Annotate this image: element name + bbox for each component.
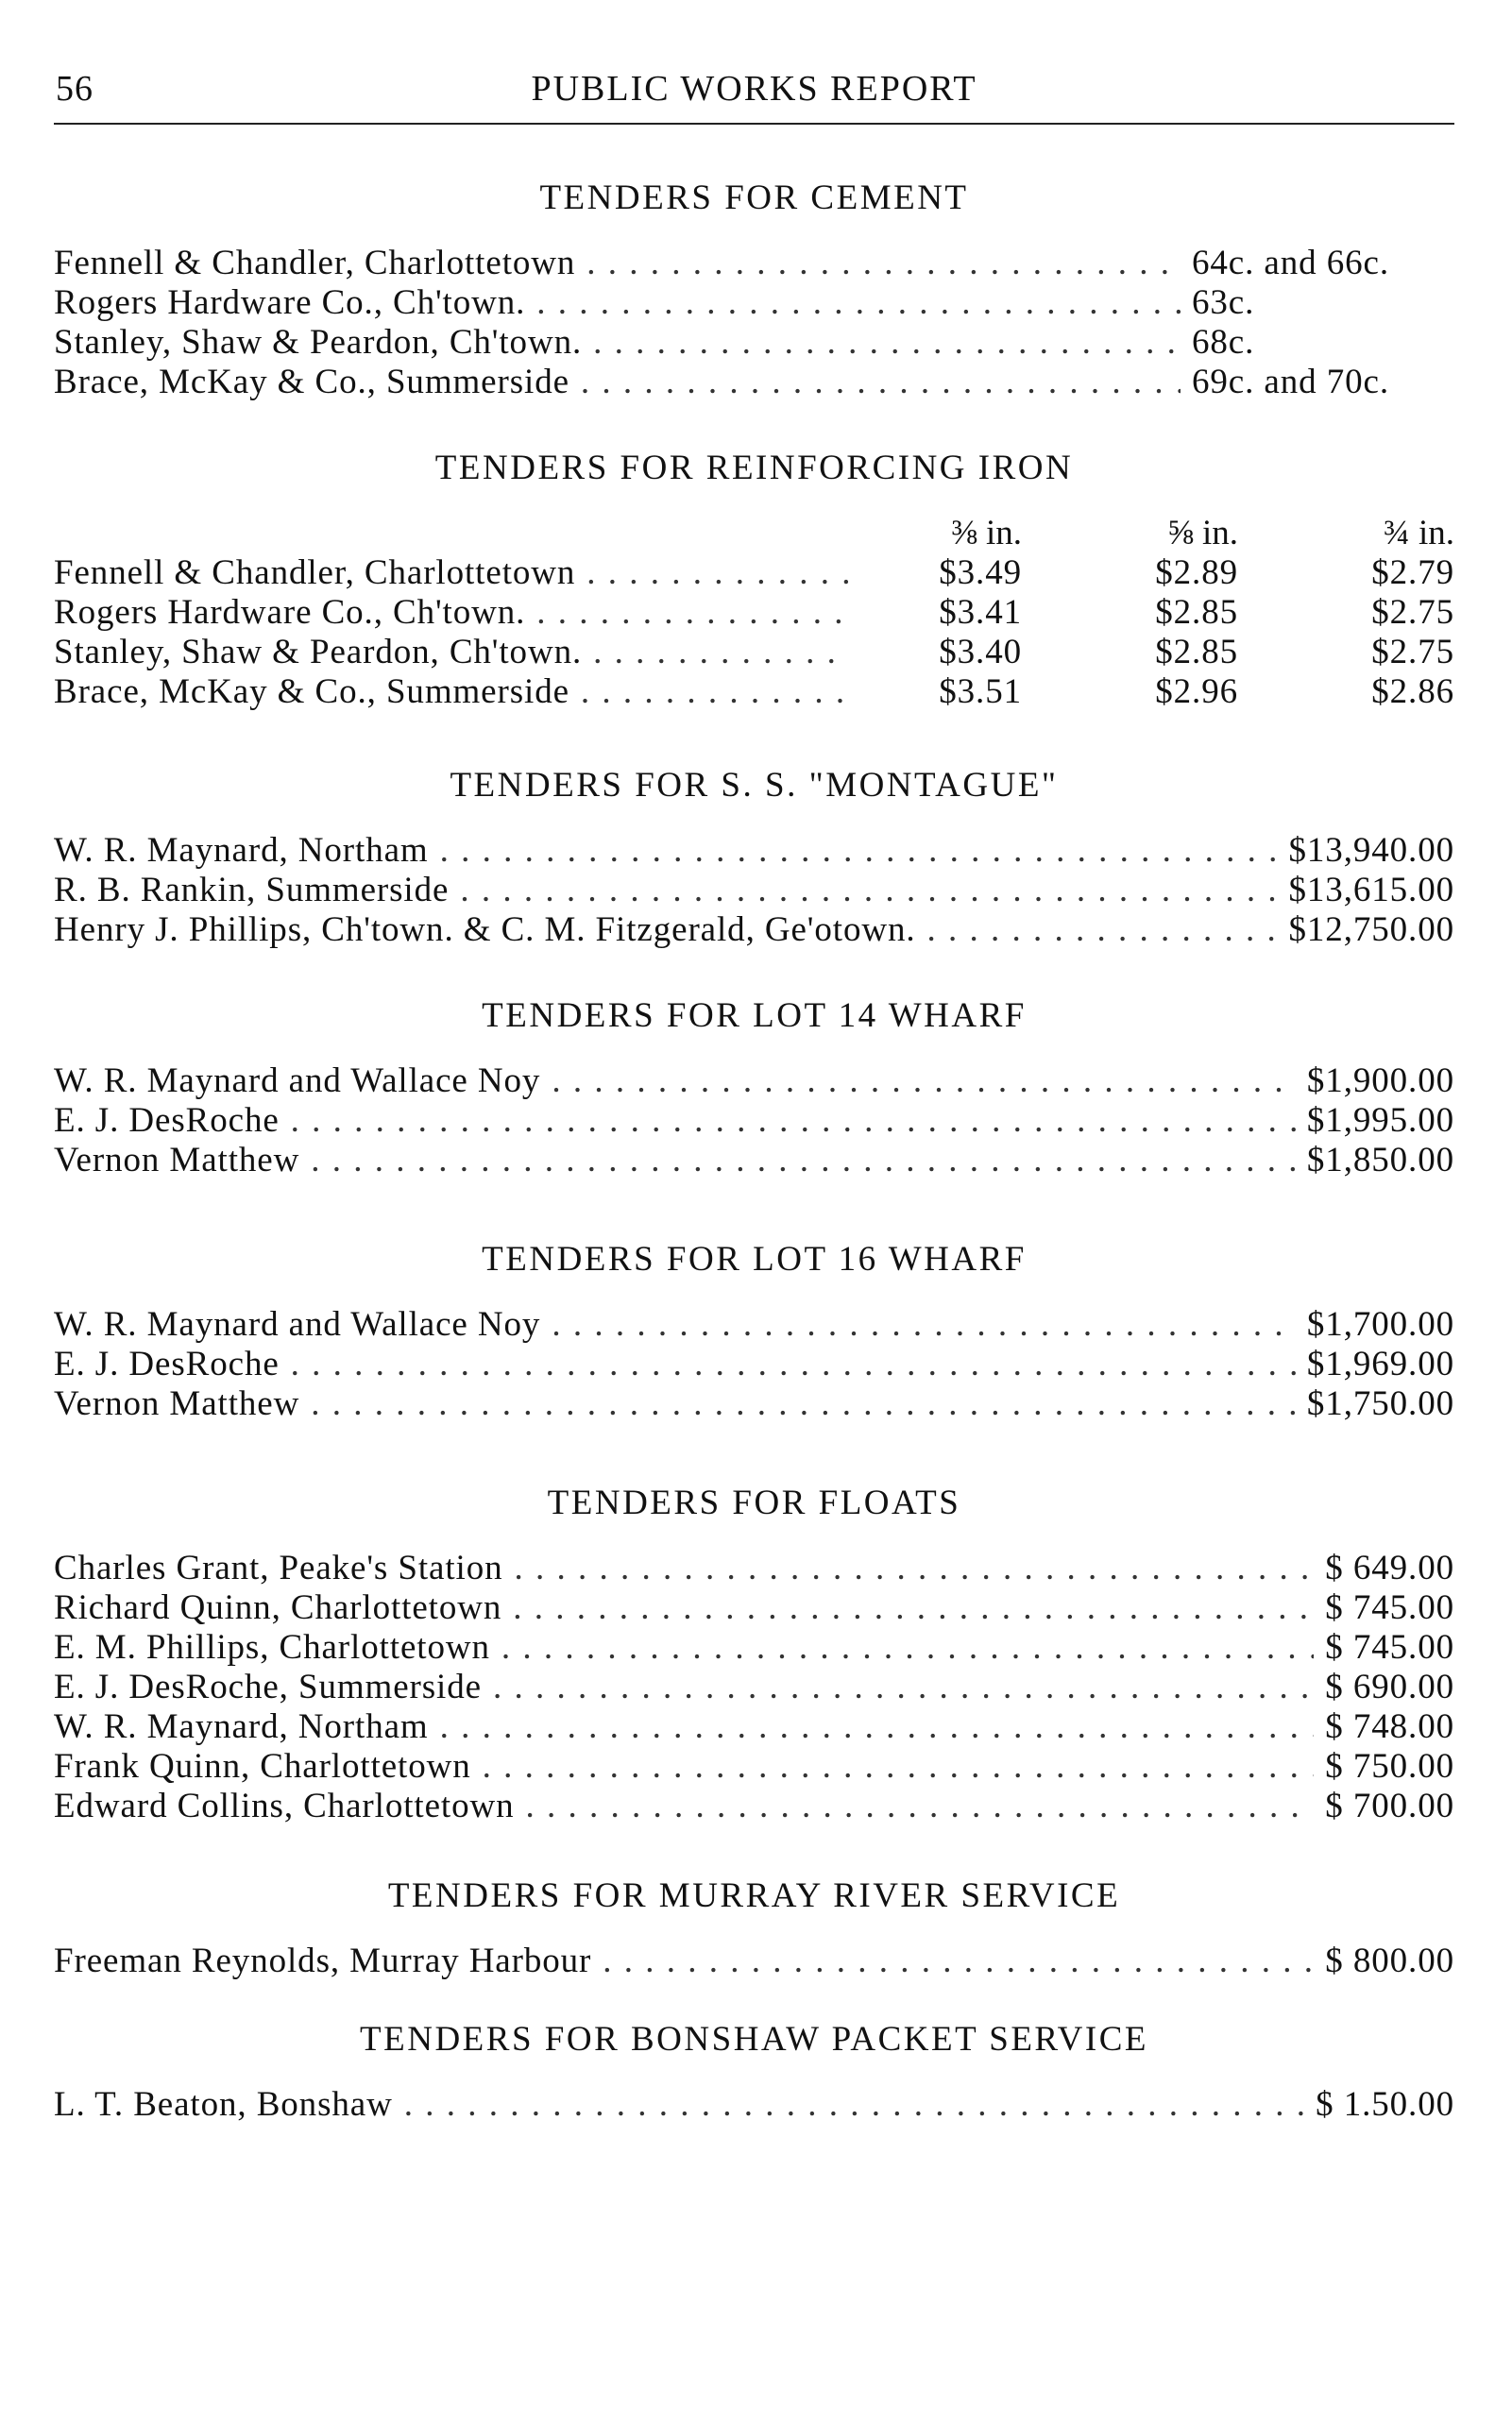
tender-row [54,1628,1454,1668]
bid-price: $2.75 [1371,593,1454,632]
dot-leader [501,1628,1314,1668]
section-reinforcing-iron [54,448,1454,712]
tender-row [54,363,1454,402]
bidder-name: Charles Grant, Peake's Station [54,1549,503,1587]
bid-price: $1,700.00 [1306,1305,1454,1344]
tender-row [54,1747,1454,1787]
tender-row [54,633,1454,672]
bid-price: $3.51 [939,672,1022,711]
tender-row [54,1549,1454,1588]
bid-price: $2.86 [1371,672,1454,711]
bid-price: $ 800.00 [1325,1942,1454,1980]
bid-price: $2.85 [1155,633,1238,671]
bid-price: $1,850.00 [1306,1141,1454,1179]
bid-price: $3.49 [939,553,1022,592]
tender-row [54,1668,1454,1707]
bid-price: $2.85 [1155,593,1238,632]
header-rule [54,123,1454,125]
section-montague [54,765,1454,950]
dot-leader [513,1588,1314,1628]
bid-price: $ 745.00 [1325,1628,1454,1667]
bid-price: $2.96 [1155,672,1238,711]
section-lot-16-wharf [54,1239,1454,1424]
bidder-name: E. M. Phillips, Charlottetown [54,1628,490,1667]
tender-row [54,2085,1454,2125]
tender-row [54,593,1454,633]
page-number: 56 [56,69,93,109]
section-title: TENDERS FOR FLOATS [547,1484,961,1522]
bidder-name: E. J. DesRoche, Summerside [54,1668,482,1706]
bid-price: $1,995.00 [1306,1101,1454,1140]
column-header-size: ¾ in. [1383,514,1454,552]
bidder-name: W. R. Maynard and Wallace Noy [54,1305,541,1344]
bidder-name: Henry J. Phillips, Ch'town. & C. M. Fitzgerald, Ge'otown. [54,910,916,949]
dot-leader [581,363,1181,402]
bid-price: 63c. [1192,283,1255,322]
bidder-name: Stanley, Shaw & Peardon, Ch'town. [54,323,583,362]
dot-leader [493,1668,1314,1707]
tender-row [54,1345,1454,1384]
bid-price: $ 745.00 [1325,1588,1454,1627]
dot-leader [593,323,1181,363]
bid-price: $12,750.00 [1288,910,1454,949]
tender-row [54,871,1454,910]
bid-price: $ 748.00 [1325,1707,1454,1746]
bidder-name: Brace, McKay & Co., Summerside [54,672,569,711]
bid-price: $ 750.00 [1325,1747,1454,1786]
bid-price: $3.40 [939,633,1022,671]
bid-price: $13,615.00 [1288,871,1454,909]
bid-price: $ 700.00 [1325,1787,1454,1825]
bid-price: $1,969.00 [1306,1345,1454,1383]
bid-price: $ 649.00 [1325,1549,1454,1587]
dot-leader [311,1141,1296,1180]
bid-price: $ 1.50.00 [1316,2085,1454,2124]
section-title: TENDERS FOR LOT 14 WHARF [482,996,1027,1035]
bid-price: 69c. and 70c. [1192,363,1389,401]
dot-leader [581,672,850,712]
bid-price: $1,900.00 [1306,1061,1454,1100]
bid-price: 68c. [1192,323,1255,362]
bidder-name: Brace, McKay & Co., Summerside [54,363,569,401]
bid-price: $2.79 [1371,553,1454,592]
tender-row [54,1707,1454,1747]
bid-price: $2.75 [1371,633,1454,671]
section-bonshaw-packet-service [54,2019,1454,2125]
tender-row [54,672,1454,712]
bidder-name: Edward Collins, Charlottetown [54,1787,515,1825]
bid-price: $13,940.00 [1288,831,1454,870]
section-lot-14-wharf [54,995,1454,1180]
document-page [54,0,1454,2125]
dot-leader [311,1384,1296,1424]
column-header-size: ⅝ in. [1166,514,1238,552]
section-title: TENDERS FOR S. S. "MONTAGUE" [450,766,1059,805]
running-header [54,0,1454,132]
dot-leader [593,633,850,672]
section-title: TENDERS FOR BONSHAW PACKET SERVICE [360,2020,1148,2059]
bidder-name: Fennell & Chandler, Charlottetown [54,244,576,282]
tender-row [54,323,1454,363]
dot-leader [536,283,1181,323]
tender-row [54,1588,1454,1628]
bidder-name: Fennell & Chandler, Charlottetown [54,553,576,592]
tender-row [54,1141,1454,1180]
bid-price: 64c. and 66c. [1192,244,1389,282]
bidder-name: E. J. DesRoche [54,1101,280,1140]
bidder-name: Freeman Reynolds, Murray Harbour [54,1942,592,1980]
dot-leader [552,1305,1296,1345]
section-title: TENDERS FOR MURRAY RIVER SERVICE [387,1876,1121,1915]
tender-row [54,910,1454,950]
bidder-name: Rogers Hardware Co., Ch'town. [54,593,526,632]
bid-price: $2.89 [1155,553,1238,592]
bidder-name: W. R. Maynard and Wallace Noy [54,1061,541,1100]
dot-leader [552,1061,1296,1101]
dot-leader [440,831,1278,871]
dot-leader [440,1707,1315,1747]
dot-leader [291,1101,1296,1141]
section-floats [54,1483,1454,1826]
dot-leader [483,1747,1315,1787]
tender-row [54,1061,1454,1101]
bidder-name: E. J. DesRoche [54,1345,280,1383]
section-title: TENDERS FOR LOT 16 WHARF [482,1240,1027,1279]
bidder-name: W. R. Maynard, Northam [54,1707,429,1746]
bidder-name: Vernon Matthew [54,1141,300,1179]
dot-leader [404,2085,1304,2125]
dot-leader [526,1787,1315,1826]
bidder-name: L. T. Beaton, Bonshaw [54,2085,393,2124]
bidder-name: Vernon Matthew [54,1384,300,1423]
dot-leader [586,553,850,593]
section-cement [54,178,1454,402]
bidder-name: Richard Quinn, Charlottetown [54,1588,502,1627]
bid-price: $1,750.00 [1306,1384,1454,1423]
dot-leader [603,1942,1314,1981]
bidder-name: Frank Quinn, Charlottetown [54,1747,471,1786]
dot-leader [460,871,1277,910]
report-title: PUBLIC WORKS REPORT [531,69,977,109]
section-title: TENDERS FOR REINFORCING IRON [434,449,1074,487]
bid-price: $ 690.00 [1325,1668,1454,1706]
tender-row [54,1101,1454,1141]
bidder-name: W. R. Maynard, Northam [54,831,429,870]
bidder-name: Rogers Hardware Co., Ch'town. [54,283,526,322]
tender-row [54,283,1454,323]
column-header-size: ⅜ in. [950,514,1022,552]
section-murray-river-service [54,1875,1454,1981]
tender-row [54,1305,1454,1345]
bid-price: $3.41 [939,593,1022,632]
dot-leader [291,1345,1296,1384]
tender-row [54,1787,1454,1826]
tender-row [54,831,1454,871]
tender-row [54,1942,1454,1981]
size-column-headers [54,514,1454,553]
section-title: TENDERS FOR CEMENT [539,178,969,217]
bidder-name: Stanley, Shaw & Peardon, Ch'town. [54,633,583,671]
dot-leader [927,910,1278,950]
dot-leader [515,1549,1315,1588]
bidder-name: R. B. Rankin, Summerside [54,871,450,909]
tender-row [54,553,1454,593]
dot-leader [536,593,850,633]
tender-row [54,1384,1454,1424]
dot-leader [586,244,1181,283]
tender-row [54,244,1454,283]
